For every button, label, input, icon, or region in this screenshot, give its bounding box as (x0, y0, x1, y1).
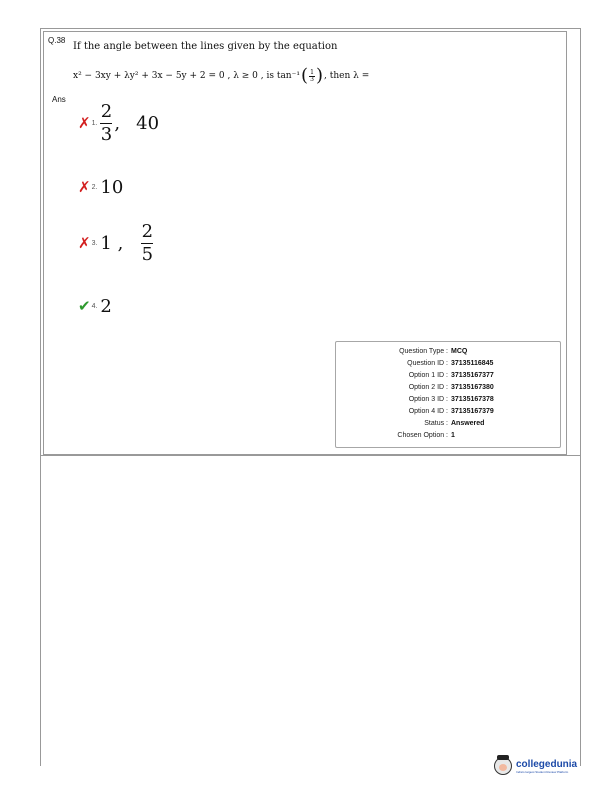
info-row (336, 408, 562, 415)
page-border-right (580, 28, 581, 766)
info-label: Option 2 ID : (408, 384, 448, 391)
option-value: 40 (136, 113, 160, 135)
option-value: 1 , (100, 233, 124, 255)
page-border-top (40, 28, 581, 29)
mascot-icon (494, 757, 512, 775)
option-fraction-numerator: 2 (100, 101, 113, 122)
equation-prefix: x² − 3xy + λy² + 3x − 5y + 2 = 0 , λ ≥ 0 , is tan⁻¹ (73, 71, 300, 81)
option-number: 2. (91, 184, 98, 191)
option-number: 4. (91, 303, 98, 310)
option-fraction-denominator: 5 (141, 244, 154, 266)
wrong-answer-icon: ✗ (78, 234, 91, 253)
info-row (336, 348, 562, 355)
face-icon (499, 764, 507, 771)
info-row (336, 372, 562, 379)
info-label: Option 4 ID : (408, 408, 448, 415)
info-value: 1 (451, 432, 455, 439)
option-number: 3. (91, 240, 98, 248)
page-divider (40, 455, 581, 456)
info-value: MCQ (451, 348, 468, 355)
info-label: Status : (424, 420, 448, 427)
option-fraction-denominator: 3 (100, 124, 113, 146)
option-fraction (100, 102, 112, 145)
wrong-answer-icon: ✗ (78, 178, 91, 196)
info-value: 37135167378 (451, 396, 494, 403)
collegedunia-logo (494, 757, 577, 775)
left-paren: ( (300, 65, 308, 86)
question-text: If the angle between the lines given by the equation (73, 41, 338, 52)
info-value: 37135167380 (451, 384, 494, 391)
option-separator: , (114, 113, 121, 135)
info-value: 37135167377 (451, 372, 494, 379)
equation-fraction (309, 69, 315, 84)
question-equation (73, 67, 369, 85)
answer-label: Ans (52, 95, 66, 104)
option-1[interactable] (78, 102, 159, 145)
option-fraction (141, 222, 153, 265)
option-fraction-numerator: 2 (141, 221, 154, 242)
graduation-cap-icon (497, 755, 509, 760)
info-label: Question Type : (399, 348, 448, 355)
page-border-left (40, 28, 41, 766)
logo-text (516, 759, 577, 774)
question-info-box (335, 341, 561, 448)
right-paren: ) (316, 65, 324, 86)
option-3[interactable] (78, 222, 153, 265)
info-value: Answered (451, 420, 485, 427)
option-2[interactable] (78, 177, 123, 198)
info-value: 37135167379 (451, 408, 494, 415)
question-number: Q.38 (48, 36, 66, 45)
option-value: 2 (100, 296, 112, 317)
info-label: Chosen Option : (397, 432, 448, 439)
logo-tagline: India's largest Student Review Platform (516, 769, 569, 774)
wrong-answer-icon: ✗ (78, 114, 91, 133)
option-number: 1. (91, 120, 98, 128)
info-label: Option 3 ID : (408, 396, 448, 403)
info-row (336, 396, 562, 403)
info-row (336, 384, 562, 391)
info-row (336, 420, 562, 427)
info-row (336, 432, 562, 439)
info-value: 37135116845 (451, 360, 494, 367)
correct-answer-icon: ✔ (78, 297, 91, 315)
fraction-numerator: 1 (310, 68, 314, 76)
option-4[interactable] (78, 296, 112, 317)
info-label: Option 1 ID : (408, 372, 448, 379)
info-row (336, 360, 562, 367)
option-value: 10 (100, 177, 124, 198)
info-label: Question ID : (407, 360, 448, 367)
equation-suffix: , then λ = (324, 71, 370, 81)
fraction-denominator: 3 (310, 76, 314, 84)
logo-name: collegedunia (516, 758, 578, 770)
